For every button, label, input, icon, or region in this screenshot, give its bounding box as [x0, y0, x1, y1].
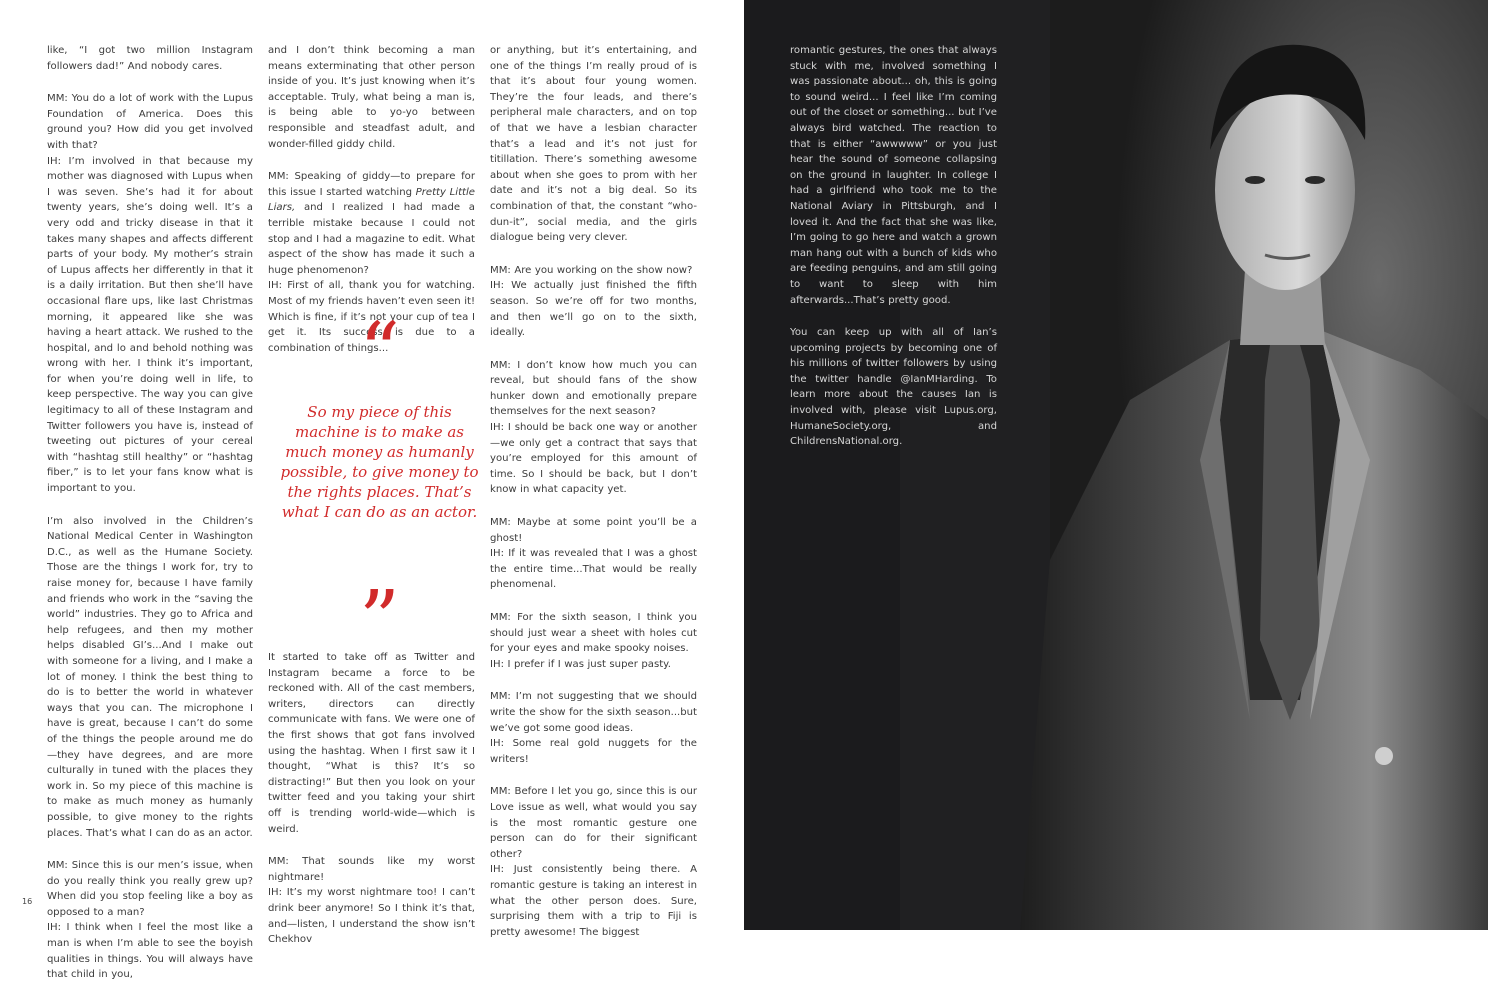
- text-column-1: [47, 43, 253, 983]
- photo-page: [744, 0, 1488, 930]
- page-number: 16: [22, 897, 33, 906]
- paragraph: MM: Maybe at some point you’ll be a ghost! IH: If it was revealed that I was a ghost the entire time...That would be really phenomenal.: [490, 517, 697, 591]
- paragraph: romantic gestures, the ones that always stuck with me, involved something I was passionate about... oh, this is going to sound weird... I feel like I’m coming out of the closet or something... but I’ve always bird watched. The reaction to that is either “awwwww” or you just hear the sound of someone collapsing on the ground in laughter. In college I had a girlfriend who took me to the National Aviary in Pittsburgh, and I loved it. And the fact that she was like, I’m going to go here and watch a grown man hang out with a bunch of kids who are feeding penguins, and am still going to want to sleep with him afterwards...That’s pretty good.: [790, 45, 997, 306]
- text-column-3: [490, 43, 697, 940]
- paragraph: You can keep up with all of Ian’s upcoming projects by becoming one of his millions of twitter followers by using the twitter handle @IanMHarding. To learn more about the causes Ian is involved with, please visit Lupus.org, HumaneSociety.org, and ChildrensNational.org.: [790, 327, 997, 448]
- paragraph: MM: I don’t know how much you can reveal, but should fans of the show hunker down and emotionally prepare themselves for the next season? IH: I should be back one way or another—we only get a contract that says that you’re employed for this amount of time. So I should be back, but I don’t know in what capacity yet.: [490, 359, 697, 496]
- open-quote-mark: “: [359, 305, 400, 398]
- paragraph-text: and I realized I had made a terrible mistake because I could not stop and I had a magazine to edit. What aspect of the show has made it such a huge phenomenon? IH: First of all, thank you for watching. Most of my friends haven’t even seen it! Which is fine, if it’s not your cup of tea I get it. Its success is due to a combination of things...: [268, 202, 475, 354]
- pull-quote: [268, 305, 491, 666]
- paragraph: MM: That sounds like my worst nightmare! IH: It’s my worst nightmare too! I can’t drink beer anymore! So I think it’s that, and—listen, I understand the show isn’t Chekhov: [268, 856, 475, 946]
- text-column-4: [790, 43, 997, 450]
- paragraph: I’m also involved in the Children’s National Medical Center in Washington D.C., as well as the Humane Society. Those are the things I work for, try to raise money for, because I have family and friends who work in the “saving the world” industries. They go to Africa and help refugees, and then my mother helps disabled GI’s...And I make out with someone for a living, and I make a lot of money. I think the best thing to do is to better the world in whatever ways that you can. The microphone I have is great, because I can’t do some of the things the people around me do—they have degrees, and are more culturally in tuned with the places they work in. So my piece of this machine is to make as much money as humanly possible, to give money to the rights places. That’s what I can do as an actor.: [47, 515, 253, 839]
- show-title: Pretty Little Liars,: [268, 186, 475, 214]
- paragraph: or anything, but it’s entertaining, and one of the things I’m really proud of is that it’s about four young women. They’re the four leads, and there’s peripheral male characters, and on top of that we have a lesbian character that’s a lead and it’s not just for titillation. There’s something awesome about when she goes to prom with her date and it’s not a big deal. So its combination of that, the constant “who-dun-it”, social media, and the girls dialogue being very clever.: [490, 45, 697, 244]
- paragraph: MM: You do a lot of work with the Lupus Foundation of America. Does this ground you? How did you get involved with that? IH: I’m involved in that because my mother was diagnosed with Lupus when I was seven. She’s had it for about twenty years, she’s doing well. It’s a very odd and tricky disease in that it takes many shapes and affects different parts of your body. My mother’s strain of Lupus affects her differently in that it is a daily irritation. But then she’ll have occasional flare ups, like last Christmas morning, it appeared like she was having a heart attack. We rushed to the hospital, and lo and behold nothing was wrong with her. I think it’s important, for when you’re doing well in life, to keep perspective. The way you can give legitimacy to all of these Instagram and Twitter followers you have is, instead of tweeting out pictures of your cereal with “hashtag still healthy” or “hashtag fiber,” is to let your fans know what is important to you.: [47, 93, 253, 495]
- text-column-2-continued: [268, 650, 475, 948]
- close-quote-mark: ”: [359, 573, 400, 666]
- paragraph: MM: For the sixth season, I think you should just wear a sheet with holes cut for your eyes and make spooky noises. IH: I prefer if I was just super pasty.: [490, 612, 697, 670]
- paragraph: like, “I got two million Instagram followers dad!” And nobody cares.: [47, 45, 253, 72]
- paragraph: MM: I’m not suggesting that we should write the show for the sixth season...but we’ve got some good ideas. IH: Some real gold nuggets for the writers!: [490, 691, 697, 765]
- pull-quote-text: So my piece of this machine is to make as much money as humanly possible, to give money to the rights places. That’s what I can do as an actor.: [280, 403, 479, 521]
- paragraph: MM: Are you working on the show now? IH: We actually just finished the fifth season. So we’re off for two months, and then we’ll go on to the sixth, ideally.: [490, 264, 697, 339]
- paragraph: and I don’t think becoming a man means exterminating that other person inside of you. It’s just knowing when it’s acceptable. Truly, what being a man is, is being able to yo-yo between responsible and steadfast adult, and wonder-filled giddy child.: [268, 45, 475, 150]
- paragraph-text: MM: Speaking of giddy—to prepare for this issue I started watching: [268, 171, 475, 198]
- paragraph: It started to take off as Twitter and Instagram became a force to be reckoned with. All of the cast members, writers, directors can directly communicate with fans. We were one of the first shows that got fans involved using the hashtag. When I first saw it I thought, “What is this? It’s so distracting!” But then you look on your twitter feed and you taking your shirt off is trending world-wide—which is weird.: [268, 652, 475, 835]
- paragraph: MM: Before I let you go, since this is our Love issue as well, what would you say is the most romantic gesture one person can do for their significant other? IH: Just consistently being there. A romantic gesture is taking an interest in what the other person does. Sure, surprising them with a trip to Fiji is pretty awesome! The biggest: [490, 786, 697, 938]
- paragraph: MM: Since this is our men’s issue, when do you really think you really grew up? When did you stop feeling like a boy as opposed to a man? IH: I think when I feel the most like a man is when I’m able to see the boyish qualities in things. You will always have that child in you,: [47, 860, 253, 981]
